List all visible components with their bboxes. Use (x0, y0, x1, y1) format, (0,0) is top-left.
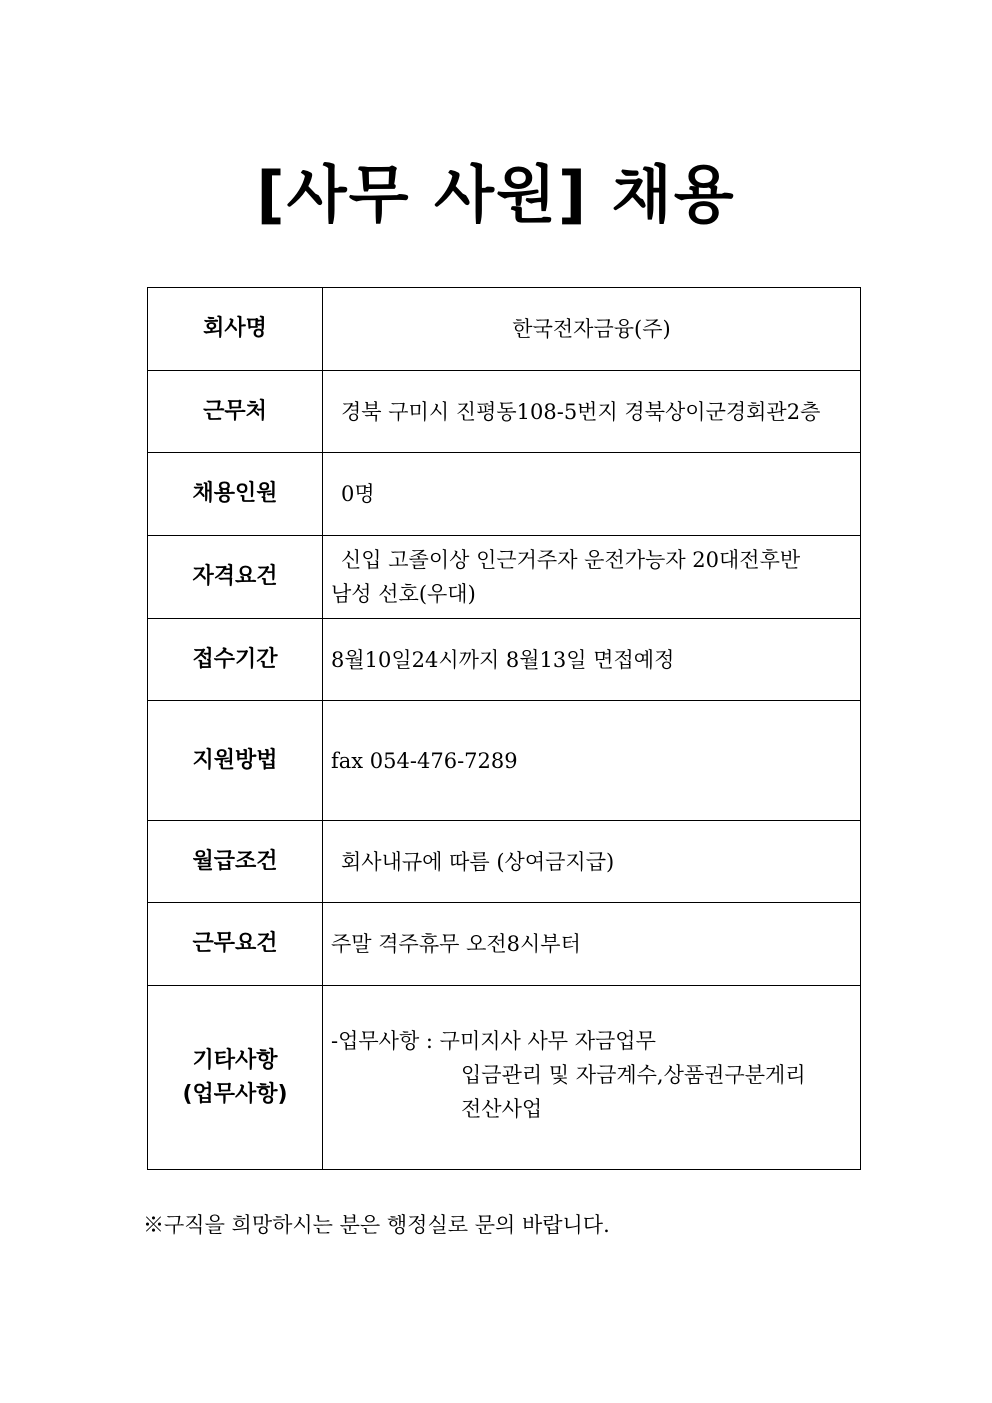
table-row (148, 371, 861, 453)
work-conditions-value: 주말 격주휴무 오전8시부터 (323, 903, 861, 986)
table-row (148, 619, 861, 701)
qualifications-value (323, 536, 861, 619)
table-row (148, 903, 861, 986)
work-conditions-label: 근무요건 (148, 903, 323, 986)
job-info-table (147, 287, 861, 1170)
table-row (148, 821, 861, 903)
qualifications-label: 자격요건 (148, 536, 323, 619)
period-value: 8월10일24시까지 8월13일 면접예정 (323, 619, 861, 701)
qualifications-line-2: 남성 선호(우대) (331, 582, 476, 606)
other-label-line-2: (업무사항) (182, 1081, 288, 1107)
table-row (148, 536, 861, 619)
method-label: 지원방법 (148, 701, 323, 821)
workplace-value: 경북 구미시 진평동108-5번지 경북상이군경회관2층 (323, 371, 861, 453)
table-row (148, 453, 861, 536)
page-title: [사무 사원] 채용 (256, 158, 736, 231)
footnote: ※구직을 희망하시는 분은 행정실로 문의 바랍니다. (143, 1213, 610, 1237)
salary-value: 회사내규에 따름 (상여금지급) (323, 821, 861, 903)
headcount-label: 채용인원 (148, 453, 323, 536)
method-value: fax 054-476-7289 (323, 701, 861, 821)
table-row (148, 986, 861, 1170)
table-row (148, 288, 861, 371)
table-row (148, 701, 861, 821)
other-value (323, 986, 861, 1170)
company-label: 회사명 (148, 288, 323, 371)
salary-label: 월급조건 (148, 821, 323, 903)
other-value-line-2: 입금관리 및 자금계수,상품권구분게리 (461, 1063, 806, 1087)
other-label-line-1: 기타사항 (192, 1047, 278, 1073)
other-label (148, 986, 323, 1170)
period-label: 접수기간 (148, 619, 323, 701)
other-value-line-1: -업무사항 : 구미지사 사무 자금업무 (331, 1029, 656, 1053)
workplace-label: 근무처 (148, 371, 323, 453)
other-value-line-3: 전산사업 (461, 1097, 543, 1121)
headcount-value: 0명 (323, 453, 861, 536)
company-value: 한국전자금융(주) (323, 288, 861, 371)
qualifications-line-1: 신입 고졸이상 인근거주자 운전가능자 20대전후반 (341, 548, 801, 572)
